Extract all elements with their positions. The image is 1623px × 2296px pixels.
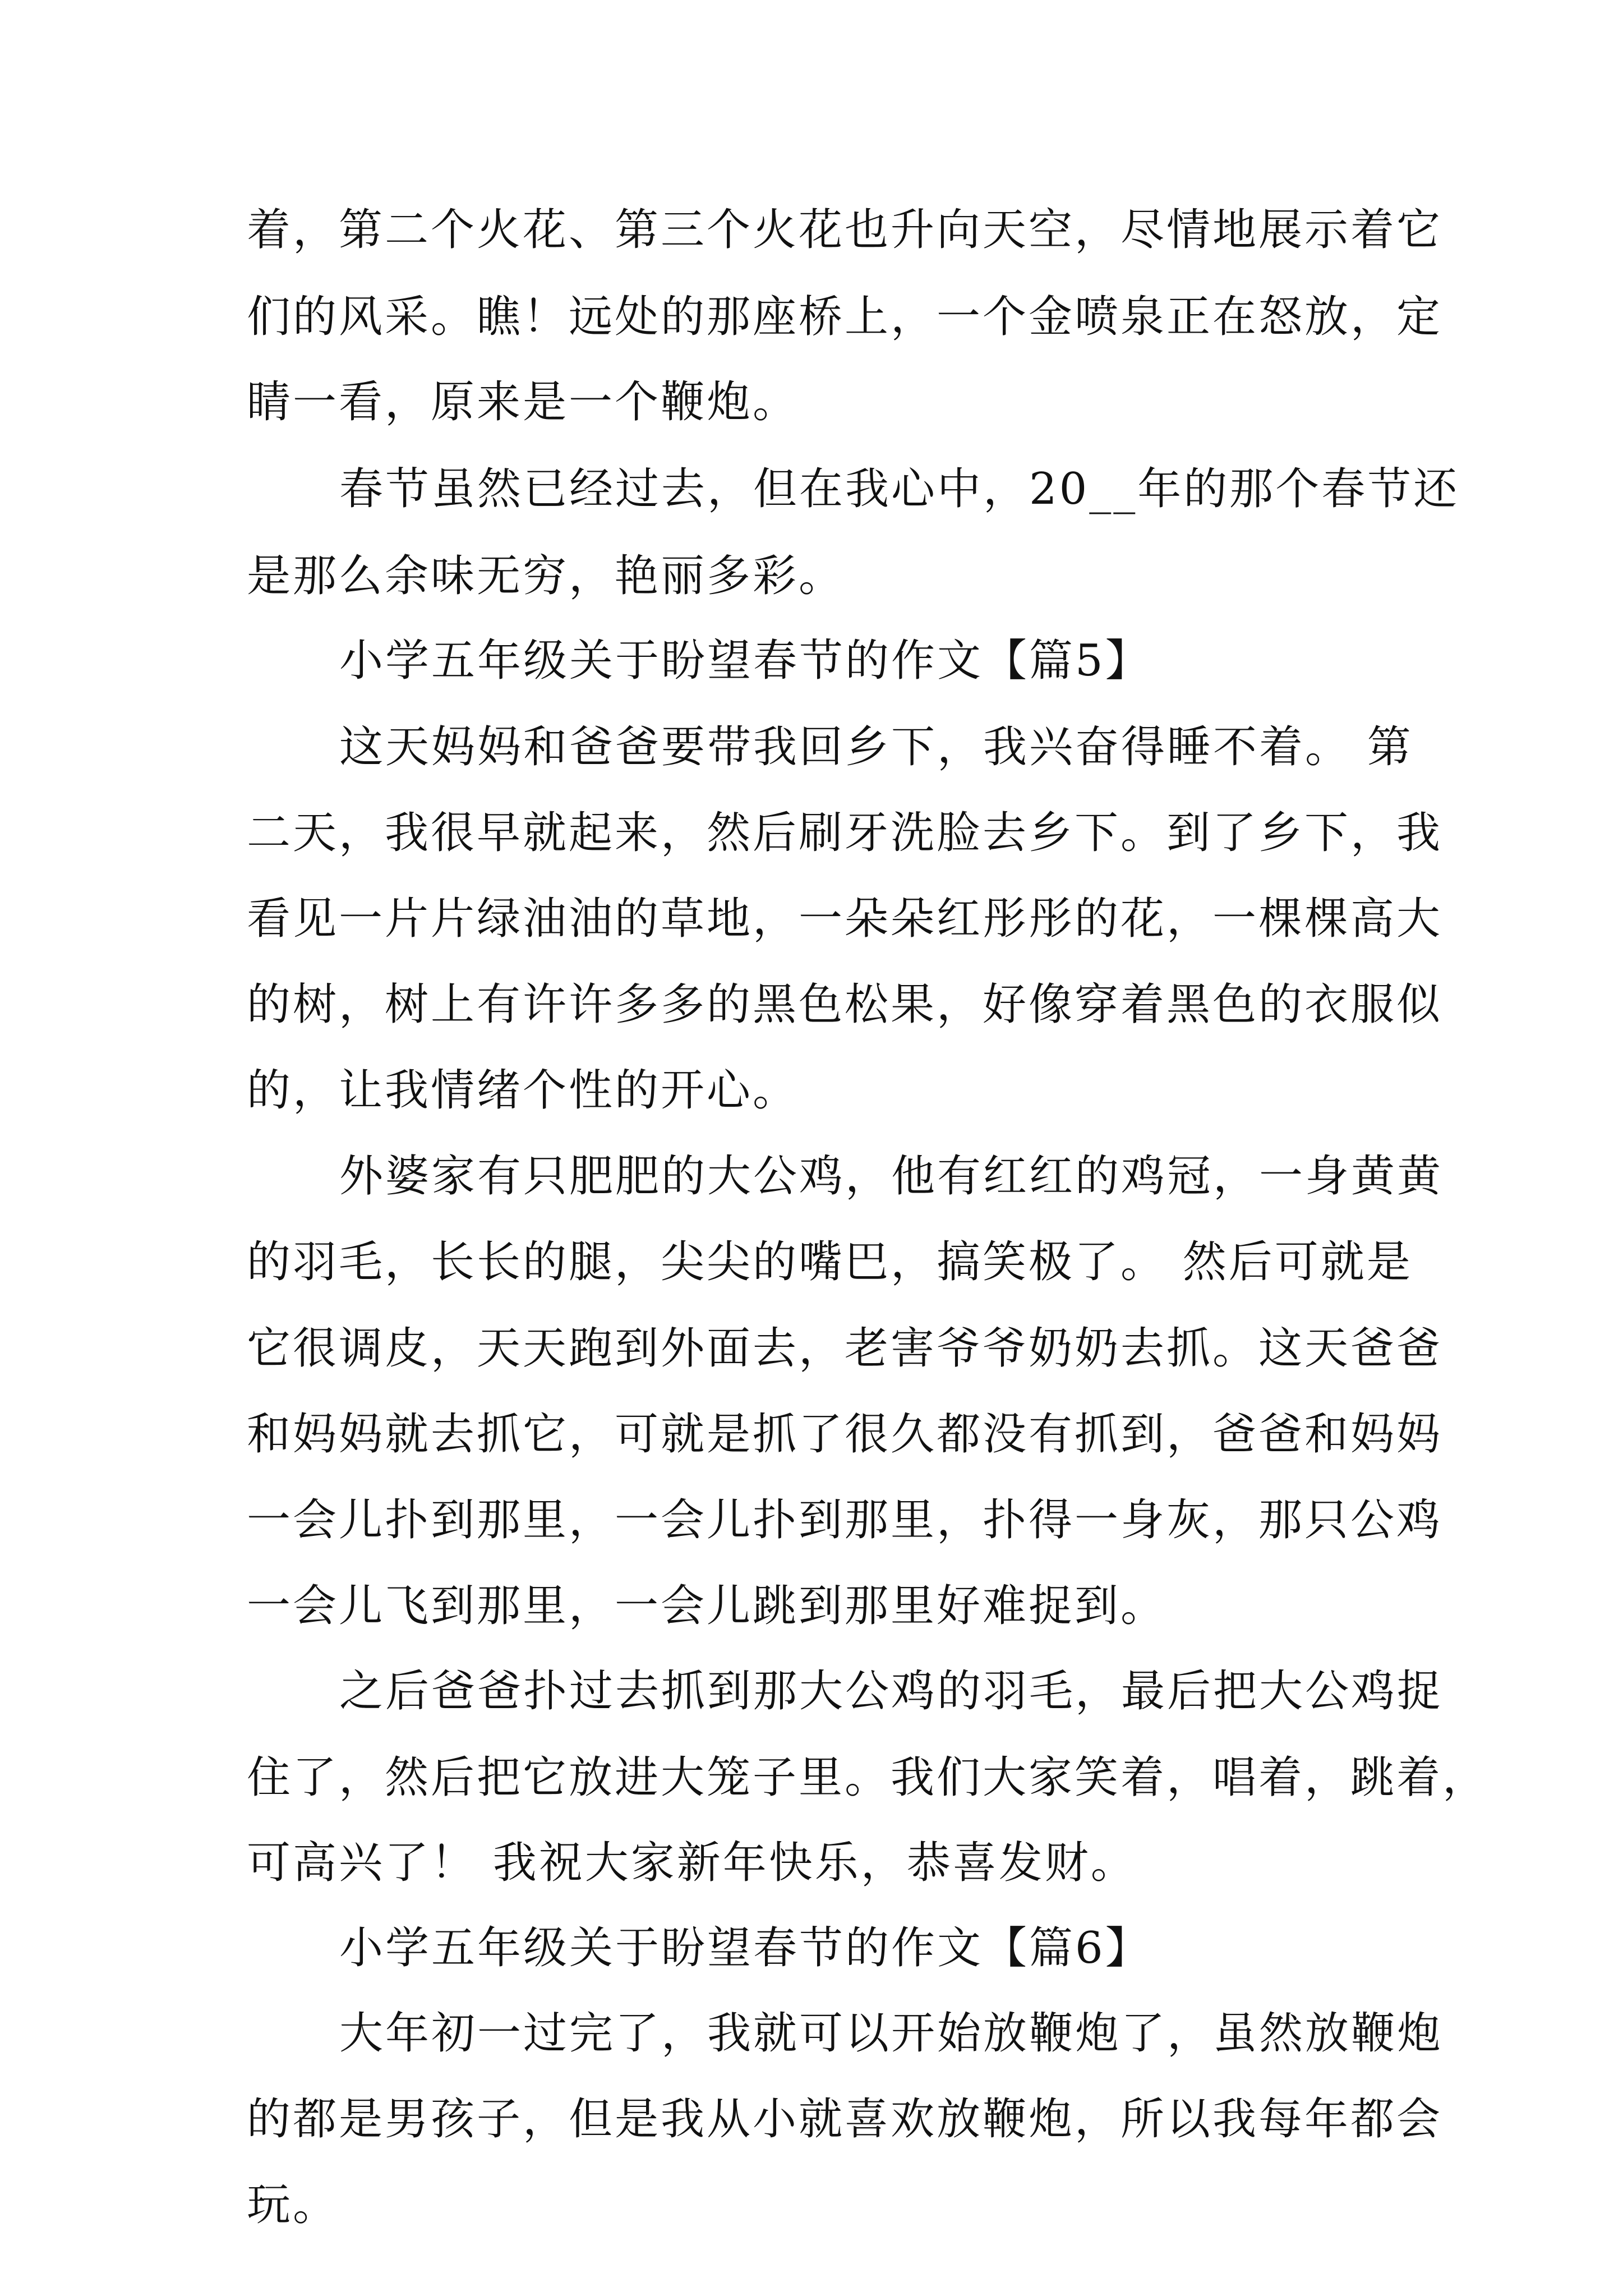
body-text-line: 看见一片片绿油油的草地，一朵朵红彤彤的花，一棵棵高大 bbox=[247, 894, 1443, 944]
body-text-line: 的，让我情绪个性的开心。 bbox=[247, 1065, 799, 1116]
body-text-line: 玩。 bbox=[247, 2180, 339, 2230]
body-text-line: 的树，树上有许许多多的黑色松果，好像穿着黑色的衣服似 bbox=[247, 979, 1443, 1030]
body-text-line: 着，第二个火花、第三个火花也升向天空，尽情地展示着它 bbox=[247, 205, 1443, 255]
body-text-line: 这天妈妈和爸爸要带我回乡下，我兴奋得睡不着。 第 bbox=[339, 722, 1413, 772]
body-text-line: 二天，我很早就起来，然后刷牙洗脸去乡下。到了乡下，我 bbox=[247, 808, 1443, 858]
body-text-line: 是那么余味无穷，艳丽多彩。 bbox=[247, 551, 845, 601]
section-heading: 小学五年级关于盼望春节的作文【篇6】 bbox=[339, 1923, 1151, 1973]
body-text-line: 们的风采。瞧！远处的那座桥上，一个金喷泉正在怒放，定 bbox=[247, 292, 1443, 342]
body-text-line: 的羽毛，长长的腿，尖尖的嘴巴，搞笑极了。 然后可就是 bbox=[247, 1237, 1413, 1287]
body-text-line: 它很调皮，天天跑到外面去，老害爷爷奶奶去抓。这天爸爸 bbox=[247, 1323, 1443, 1374]
body-text-line: 和妈妈就去抓它，可就是抓了很久都没有抓到，爸爸和妈妈 bbox=[247, 1409, 1443, 1460]
body-text-line: 可高兴了！ 我祝大家新年快乐，恭喜发财。 bbox=[247, 1838, 1137, 1888]
body-text-line: 一会儿扑到那里，一会儿扑到那里，扑得一身灰，那只公鸡 bbox=[247, 1495, 1443, 1545]
body-text-line: 大年初一过完了，我就可以开始放鞭炮了，虽然放鞭炮 bbox=[339, 2008, 1444, 2059]
body-text-line: 住了，然后把它放进大笼子里。我们大家笑着，唱着，跳着， bbox=[247, 1752, 1489, 1803]
body-text-line: 睛一看，原来是一个鞭炮。 bbox=[247, 377, 799, 427]
section-heading: 小学五年级关于盼望春节的作文【篇5】 bbox=[339, 636, 1151, 686]
body-text-line: 之后爸爸扑过去抓到那大公鸡的羽毛，最后把大公鸡捉 bbox=[339, 1666, 1444, 1717]
body-text-line: 外婆家有只肥肥的大公鸡，他有红红的鸡冠，一身黄黄 bbox=[339, 1151, 1444, 1202]
body-text-line: 一会儿飞到那里，一会儿跳到那里好难捉到。 bbox=[247, 1581, 1167, 1631]
body-text-line: 春节虽然已经过去，但在我心中，20__年的那个春节还 bbox=[339, 464, 1460, 514]
body-text-line: 的都是男孩子，但是我从小就喜欢放鞭炮，所以我每年都会 bbox=[247, 2094, 1443, 2145]
